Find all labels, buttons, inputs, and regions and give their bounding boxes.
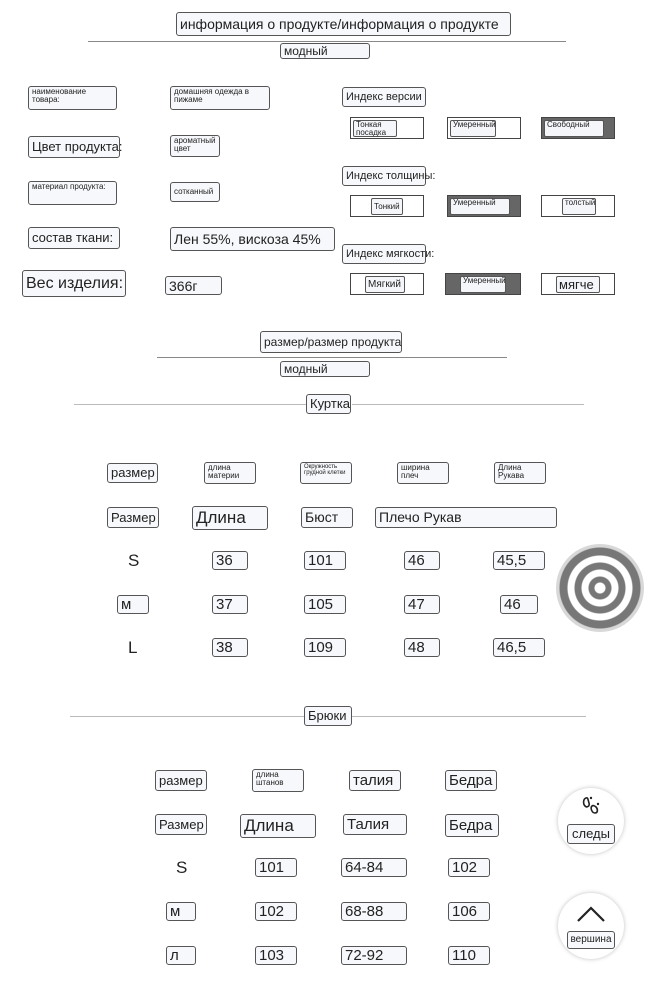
spec-value-fabric: Лен 55%, вискоза 45%: [170, 227, 335, 251]
footprints-button[interactable]: [558, 788, 624, 854]
spec-label-name: наименование товара:: [28, 86, 117, 110]
spec-value-weight: 366г: [165, 276, 222, 295]
jacket-divider-right: [352, 404, 584, 405]
jacket-s-shoulder: 46: [404, 551, 440, 570]
jacket-divider-left: [74, 404, 306, 405]
pants-header-size-large: Размер: [155, 814, 207, 835]
jacket-m-bust: 105: [304, 595, 346, 614]
spec-label-weight: Вес изделия:: [22, 270, 126, 297]
jacket-s-length: 36: [212, 551, 248, 570]
back-to-top-label: вершина: [567, 931, 615, 949]
jacket-title: Куртка: [306, 394, 351, 414]
version-index-title: Индекс версии: [342, 87, 426, 107]
pants-header-waist: талия: [349, 770, 401, 791]
spec-label-fabric: состав ткани:: [28, 227, 120, 249]
jacket-header-shoulder: ширина плеч: [397, 462, 449, 484]
size-section-title: размер/размер продукта: [260, 331, 402, 353]
size-section-divider: [157, 357, 507, 358]
back-to-top-button[interactable]: [558, 893, 624, 959]
thickness-option-thin-label: Тонкий: [371, 198, 403, 215]
jacket-size-s: S: [128, 551, 140, 570]
version-option-moderate-label: Умеренный: [450, 120, 496, 137]
spec-value-name: домашняя одежда в пижаме: [170, 86, 270, 110]
pants-header-waist-large: Талия: [343, 814, 407, 835]
size-section-subtitle: модный: [280, 361, 370, 377]
pants-header-hips: Бедра: [445, 770, 497, 791]
chevron-up-icon: [576, 905, 606, 923]
jacket-size-l: L: [128, 638, 138, 657]
pants-header-length-large: Длина: [240, 814, 316, 838]
pants-l-hips: 110: [448, 946, 490, 965]
softness-option-soft-label: Мягкий: [365, 276, 405, 293]
page-title: информация о продукте/информация о продукте: [176, 12, 511, 36]
pants-divider-left: [70, 716, 304, 717]
softness-option-soft: [350, 273, 424, 295]
page-subtitle: модный: [280, 43, 370, 59]
thickness-index-title: Индекс толщины:: [342, 166, 426, 186]
softness-option-softer: [541, 273, 615, 295]
jacket-l-sleeve: 46,5: [493, 638, 545, 657]
version-option-loose: [541, 117, 615, 139]
jacket-s-bust: 101: [304, 551, 346, 570]
jacket-m-length: 37: [212, 595, 248, 614]
jacket-m-shoulder: 47: [404, 595, 440, 614]
pants-size-l: л: [166, 946, 196, 965]
pants-l-length: 103: [255, 946, 297, 965]
jacket-header-size-large: Размер: [107, 507, 159, 528]
jacket-header-chest: Окружность грудной клетки: [300, 462, 352, 484]
thickness-option-thick-label: толстый: [562, 198, 596, 215]
spec-value-color: ароматный цвет: [170, 135, 220, 157]
softness-option-softer-label: мягче: [556, 276, 600, 293]
pants-header-size: размер: [155, 770, 207, 791]
spec-value-material: сотканный: [170, 182, 220, 202]
pants-s-waist: 64-84: [341, 858, 407, 877]
pants-header-length: длина штанов: [252, 769, 304, 792]
pants-title: Брюки: [304, 706, 352, 726]
footprints-icon: [579, 794, 603, 818]
jacket-header-length-large: Длина: [192, 506, 268, 530]
thickness-option-moderate: [447, 195, 521, 217]
version-option-slim-label: Тонкая посадка: [353, 120, 397, 137]
pants-l-waist: 72-92: [341, 946, 407, 965]
softness-option-moderate-label: Умеренный: [460, 276, 506, 293]
jacket-m-sleeve: 46: [500, 595, 538, 614]
pants-s-length: 101: [255, 858, 297, 877]
jacket-s-sleeve: 45,5: [493, 551, 545, 570]
spec-label-material: материал продукта:: [28, 181, 117, 205]
jacket-header-bust-large: Бюст: [301, 507, 353, 528]
jacket-header-size: размер: [107, 463, 158, 483]
pants-header-hips-large: Бедра: [445, 814, 499, 837]
version-option-moderate: [447, 117, 521, 139]
thickness-option-thick: [541, 195, 615, 217]
jacket-l-bust: 109: [304, 638, 346, 657]
softness-option-moderate: [445, 273, 521, 295]
pants-size-s: S: [176, 858, 188, 877]
version-option-slim: [350, 117, 424, 139]
thickness-option-moderate-label: Умеренный: [450, 198, 510, 215]
softness-index-title: Индекс мягкости:: [342, 244, 426, 264]
jacket-header-shoulder-sleeve-large: Плечо Рукав: [375, 507, 557, 528]
pants-s-hips: 102: [448, 858, 490, 877]
footprints-label: следы: [567, 824, 615, 844]
jacket-header-length: длина материи: [204, 462, 256, 484]
target-float-button[interactable]: [556, 544, 644, 632]
jacket-l-shoulder: 48: [404, 638, 440, 657]
jacket-size-m: м: [117, 595, 149, 614]
pants-size-m: м: [166, 902, 196, 921]
spec-label-color: Цвет продукта:: [28, 136, 120, 158]
pants-m-length: 102: [255, 902, 297, 921]
version-option-loose-label: Свободный: [544, 120, 604, 137]
thickness-option-thin: [350, 195, 424, 217]
title-divider: [88, 41, 566, 42]
jacket-header-sleeve: Длина Рукава: [494, 462, 546, 484]
pants-divider-right: [352, 716, 586, 717]
jacket-l-length: 38: [212, 638, 248, 657]
pants-m-waist: 68-88: [341, 902, 407, 921]
pants-m-hips: 106: [448, 902, 490, 921]
